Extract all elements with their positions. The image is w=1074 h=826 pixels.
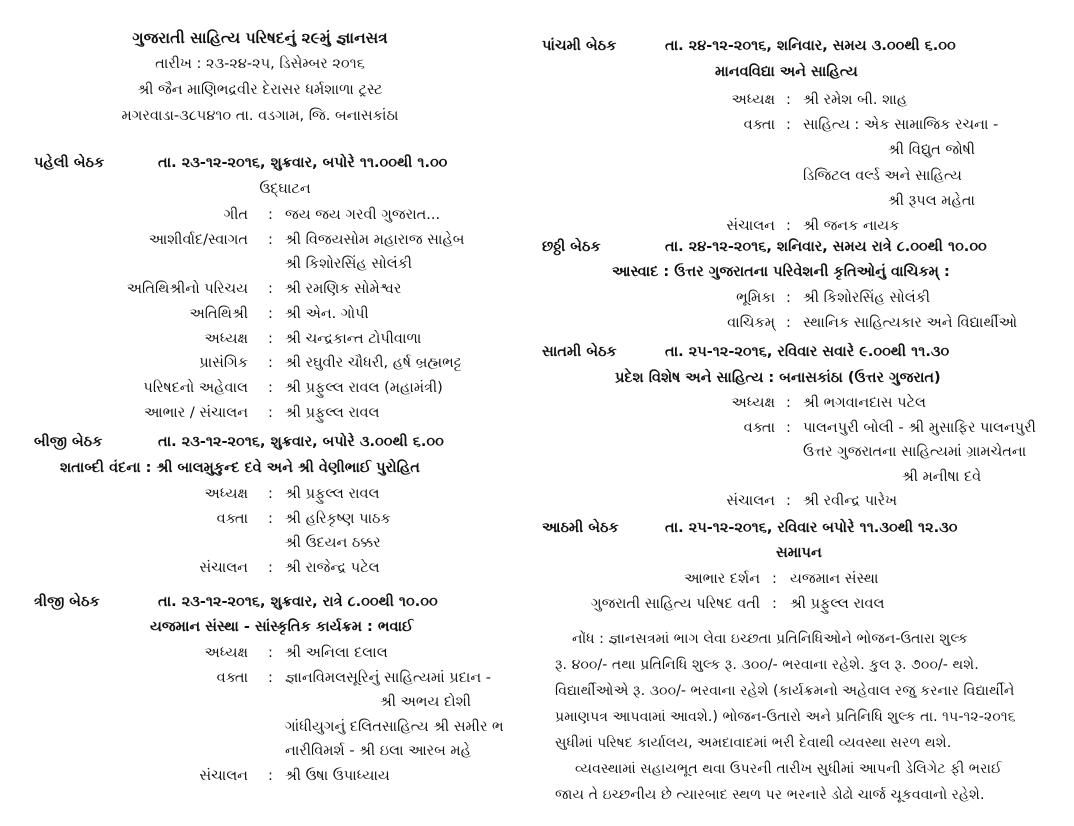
session-name: આઠમી બેઠક <box>542 520 619 536</box>
conference-title: ગુજરાતી સાહિત્ય પરિષદનું ૨૯મું જ્ઞાનસત્ર <box>132 29 388 47</box>
row-label: વક્તા <box>216 669 248 686</box>
row-label: વક્તા <box>743 419 775 436</box>
row-colon: : <box>268 768 273 784</box>
conference-dates: તારીખ : ૨૩-૨૪-૨૫, ડિસેમ્બર ૨૦૧૬ <box>155 56 365 72</box>
row-label: પરિષદનો અહેવાલ <box>143 379 248 396</box>
row-value: પાલનપુરી બોલી - શ્રી મુસાફિર પાલનપુરી <box>803 419 1036 436</box>
row-label: સંચાલન <box>726 493 775 509</box>
session-name: છઠ્ઠી બેઠક <box>542 239 601 255</box>
session-subtitle: માનવવિદ્યા અને સાહિત્ય <box>715 64 858 80</box>
row-value: શ્રી રાજેન્દ્ર પટેલ <box>285 559 380 576</box>
row-label: વક્તા <box>743 117 775 134</box>
row-label: આભાર દર્શન <box>684 571 760 587</box>
row-value: શ્રી વિદ્યુત જોષી <box>888 142 975 159</box>
note-line: સુધીમાં પરિષદ કાર્યાલય, અમદાવાદમાં ભરી દેવાથી વ્યવસ્થા સરળ થશે. <box>555 735 952 751</box>
row-colon: : <box>268 669 273 686</box>
conference-address: મગરવાડા-૩૮૫૪૧૦ તા. વડગામ, જિ. બનાસકાંઠા <box>121 108 399 124</box>
row-value: જય જય ગરવી ગુજરાત... <box>285 207 441 223</box>
row-value: સ્થાનિક સાહિત્યકાર અને વિદ્યાર્થીઓ <box>803 314 1018 331</box>
row-label: અધ્યક્ષ <box>204 330 248 347</box>
row-label: આભાર / સંચાલન <box>144 404 248 421</box>
row-value: શ્રી હરિકૃષ્ણ પાઠક <box>285 510 391 527</box>
row-colon: : <box>786 117 791 134</box>
row-label: વાચિકમ્ <box>727 314 775 331</box>
note-line: નોંધ : જ્ઞાનસત્રમાં ભાગ લેવા ઇચ્છતા પ્રતિનિધિઓને ભોજન-ઉતારા શુલ્ક <box>572 631 968 647</box>
row-colon: : <box>772 596 777 612</box>
session-time: તા. ૨૫-૧૨-૨૦૧૬, રવિવાર બપોરે ૧૧.૩૦થી ૧૨.૩૦ <box>665 520 958 536</box>
session-subtitle: યજમાન સંસ્થા - સાંસ્કૃતિક કાર્યક્રમ : ભવાઈ <box>150 619 414 635</box>
row-value: શ્રી પ્રફુલ્લ રાવલ <box>285 404 380 421</box>
row-label: અધ્યક્ષ <box>731 395 775 411</box>
row-label: ગુજરાતી સાહિત્ય પરિષદ વતી <box>591 596 760 612</box>
note-line: વિદ્યાર્થીઓએ રૂ. ૩૦૦/- ભરવાના રહેશે (કાર્યક્રમનો અહેવાલ રજુ કરનાર વિદ્યાર્થીને <box>555 683 1015 699</box>
row-label: અતિથિશ્રીનો પરિચય <box>126 281 248 298</box>
session-subtitle: સમાપન <box>776 545 822 561</box>
row-value: શ્રી વિજયસોમ મહારાજ સાહેબ <box>285 231 465 248</box>
row-colon: : <box>786 290 791 306</box>
row-colon: : <box>786 493 791 509</box>
row-colon: : <box>268 305 273 322</box>
row-label: અધ્યક્ષ <box>204 645 248 661</box>
session-subtitle: પ્રદેશ વિશેષ અને સાહિત્ય : બનાસકાંઠા (ઉત્તર ગુજરાત) <box>615 370 941 386</box>
session-subtitle: શતાબ્દી વંદના : શ્રી બાલમુકુન્દ દવે અને શ્રી વેણીભાઈ પુરોહિત <box>60 460 420 476</box>
row-value: ગાંધીયુગનું દલિતસાહિત્ય શ્રી સમીર ભ <box>285 718 504 735</box>
row-colon: : <box>786 395 791 411</box>
row-value: શ્રી રમેશ બી. શાહ <box>803 92 908 108</box>
row-value: શ્રી કિશોરસિંહ સોલંકી <box>285 256 413 273</box>
row-value: શ્રી રવીન્દ્ર પારેખ <box>803 493 898 509</box>
session-name: બીજી બેઠક <box>34 434 103 450</box>
session-time: તા. ૨૩-૧૨-૨૦૧૬, શુક્રવાર, બપોરે ૩.૦૦થી ૬.૦૦ <box>158 434 444 450</box>
row-colon: : <box>772 571 777 587</box>
row-value: શ્રી જનક નાયક <box>803 218 900 234</box>
row-value: યજમાન સંસ્થા <box>790 571 879 587</box>
row-label: આશીર્વાદ/સ્વાગત <box>148 231 248 248</box>
row-label: સંચાલન <box>199 768 248 784</box>
row-label: અધ્યક્ષ <box>204 486 248 502</box>
row-label: અતિથિશ્રી <box>189 305 248 322</box>
row-colon: : <box>268 207 273 223</box>
row-value: શ્રી અનિલા દલાલ <box>285 645 388 661</box>
note-line: રૂ. ૪૦૦/- તથા પ્રતિનિધિ શુલ્ક રૂ. ૩૦૦/- ભરવાના રહેશે. કુલ રૂ. ૭૦૦/- થશે. <box>555 657 979 673</box>
row-value: શ્રી રઘુવીર ચૌધરી, હર્ષ બ્રહ્મભટ્ટ <box>285 355 462 372</box>
row-value: શ્રી મનીષા દવે <box>902 468 982 485</box>
row-value: શ્રી કિશોરસિંહ સોલંકી <box>803 290 931 306</box>
row-value: શ્રી પ્રફુલ્લ રાવલ <box>790 596 885 612</box>
conference-venue: શ્રી જૈન માણિભદ્રવીર દેરાસર ધર્મશાળા ટ્રસ્ટ <box>137 82 383 98</box>
session-name: પાંચમી બેઠક <box>542 38 617 54</box>
row-value: ડિજિટલ વર્લ્ડ અને સાહિત્ય <box>803 167 962 184</box>
row-colon: : <box>268 510 273 527</box>
note-line: પ્રમાણપત્ર આપવામાં આવશે.) ભોજન-ઉતારો અને પ્રતિનિધિ શુલ્ક તા. ૧૫-૧૨-૨૦૧૬ <box>555 709 1016 725</box>
row-colon: : <box>786 92 791 108</box>
row-colon: : <box>268 355 273 372</box>
row-colon: : <box>268 404 273 421</box>
session-name: પહેલી બેઠક <box>34 155 105 171</box>
row-value: ઉત્તર ગુજરાતના સાહિત્યમાં ગ્રામચેતના <box>803 444 1027 460</box>
session-subtitle: ઉદ્‌ઘાટન <box>259 181 311 197</box>
row-value: શ્રી એન. ગોપી <box>285 305 369 322</box>
session-time: તા. ૨૪-૧૨-૨૦૧૬, શનિવાર, સમય ૩.૦૦થી ૬.૦૦ <box>665 38 956 54</box>
row-value: શ્રી પ્રફુલ્લ રાવલ (મહામંત્રી) <box>285 379 443 396</box>
row-value: શ્રી ચન્દ્રકાન્ત ટોપીવાળા <box>285 330 422 347</box>
row-label: ભૂમિકા <box>736 290 775 306</box>
row-value: શ્રી ઉદયન ઠક્કર <box>285 535 381 551</box>
row-label: ગીત <box>223 207 248 223</box>
row-value: શ્રી રૂપલ મહેતા <box>888 192 975 209</box>
row-value: જ્ઞાનવિમલસૂરિનું સાહિત્યમાં પ્રદાન - <box>285 669 491 686</box>
row-colon: : <box>268 486 273 502</box>
session-time: તા. ૨૪-૧૨-૨૦૧૬, શનિવાર, સમય રાત્રે ૮.૦૦થી ૧૦.૦૦ <box>665 239 987 255</box>
row-colon: : <box>268 231 273 248</box>
session-time: તા. ૨૫-૧૨-૨૦૧૬, રવિવાર સવારે ૯.૦૦થી ૧૧.૩૦ <box>665 344 950 360</box>
session-time: તા. ૨૩-૧૨-૨૦૧૬, શુક્રવાર, બપોરે ૧૧.૦૦થી ૧.૦૦ <box>158 155 448 171</box>
row-label: સંચાલન <box>199 559 248 576</box>
row-label: પ્રાસંગિક <box>199 355 248 372</box>
row-label: અધ્યક્ષ <box>731 92 775 108</box>
row-value: નારીવિમર્શ - શ્રી ઇલા આરબ મહે <box>285 743 471 760</box>
row-value: સાહિત્ય : એક સામાજિક રચના - <box>803 117 999 134</box>
session-name: ત્રીજી બેઠક <box>34 594 100 610</box>
row-label: વક્તા <box>216 510 248 527</box>
row-value: શ્રી રમણિક સોમેશ્વર <box>285 281 402 298</box>
row-label: સંચાલન <box>726 218 775 234</box>
row-colon: : <box>268 281 273 298</box>
row-colon: : <box>268 330 273 347</box>
row-value: શ્રી ભગવાનદાસ પટેલ <box>803 395 926 411</box>
row-value: શ્રી અભય દોશી <box>380 694 472 711</box>
note-line: જાય તે ઇચ્છનીય છે ત્યારબાદ સ્થળ પર ભરનારે ડોઢો ચાર્જ ચૂકવવાનો રહેશે. <box>555 787 985 803</box>
row-colon: : <box>786 419 791 436</box>
row-colon: : <box>786 314 791 331</box>
note-line: વ્યવસ્થામાં સહાયભૂત થવા ઉપરની તારીખ સુધીમાં આપની ડેલિગેટ ફી ભરાઈ <box>575 761 1002 777</box>
session-time: તા. ૨૩-૧૨-૨૦૧૬, શુક્રવાર, રાત્રે ૮.૦૦થી ૧૦.૦૦ <box>158 594 438 610</box>
row-colon: : <box>268 645 273 661</box>
row-value: શ્રી પ્રફુલ્લ રાવલ <box>285 486 380 502</box>
row-colon: : <box>268 379 273 396</box>
row-value: શ્રી ઉષા ઉપાધ્યાય <box>285 768 390 784</box>
session-name: સાતમી બેઠક <box>542 344 617 360</box>
session-subtitle: આસ્વાદ : ઉત્તર ગુજરાતના પરિવેશની કૃતિઓનું વાચિકમ્ : <box>612 264 950 280</box>
row-colon: : <box>786 218 791 234</box>
row-colon: : <box>268 559 273 576</box>
